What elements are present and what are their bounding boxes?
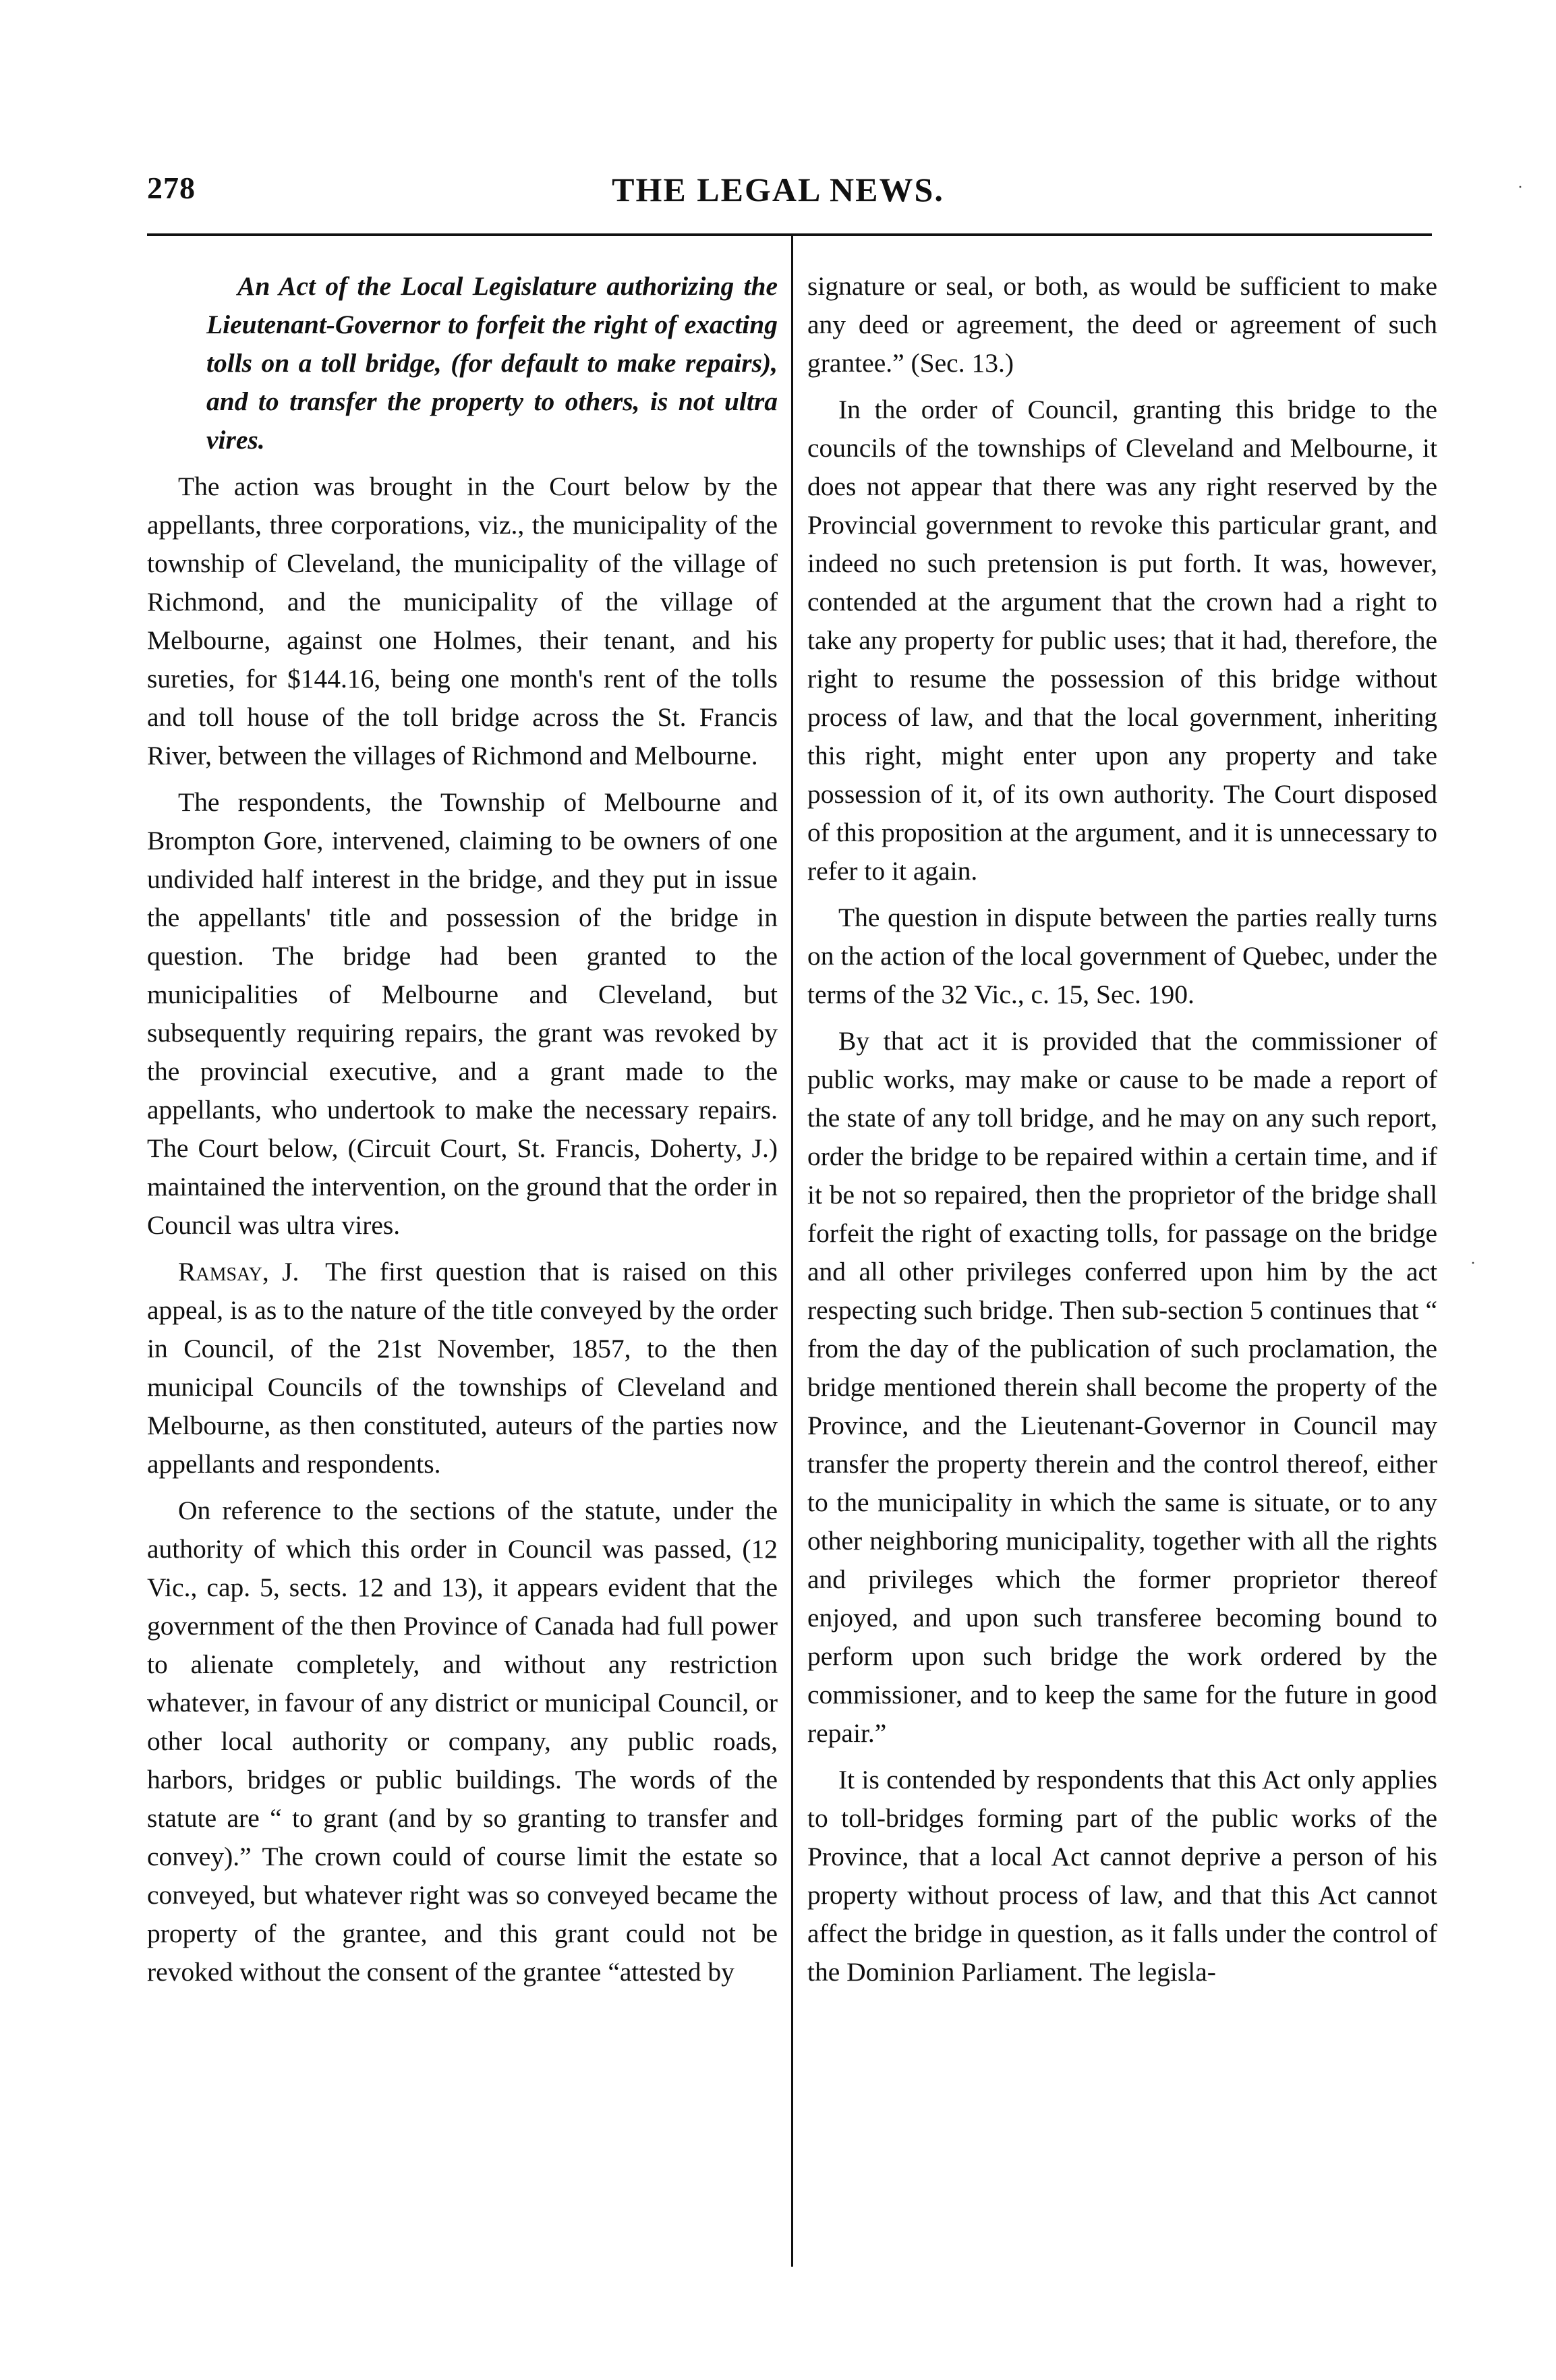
paragraph: It is contended by respondents that this Act only applies to toll-bridges forming part of the public works of the Province, that a local Act cannot deprive a person of his property without process of law, and that this Act cannot affect the bridge in question, as it falls under the control of the Dominion Parliament. The legisla- [807,1765,1437,1987]
judge-paragraph [147,1253,778,1483]
column-rule [791,236,793,2267]
paragraph: On reference to the sections of the statute, under the authority of which this order in Council was passed, (12 Vic., cap. 5, sects. 12 and 13), it appears evident that the government of the then Province of Canada had full power to alienate completely, and without any restriction whatever, in favour of any district or municipal Council, or other local authority or company, any public roads, harbors, bridges or public buildings. The words of the statute are “ to grant (and by so granting to transfer and convey).” The crown could of course limit the estate so conveyed, but whatever right was so conveyed became the property of the grantee, and this grant could not be revoked without the consent of the grantee “attested by [147,1496,778,1987]
judge-name: Ramsay, J. [178,1257,299,1286]
page-number: 278 [147,171,196,205]
right-column [807,267,1437,2000]
left-column [147,267,778,2000]
paragraph: In the order of Council, granting this bridge to the councils of the townships of Cleveland and Melbourne, it does not appear that there was any right reserved by the Provincial government to revoke this particular grant, and indeed no such pretension is put forth. It was, however, contended at the argument that the crown had a right to take any property for public uses; that it had, therefore, the right to resume the possession of this bridge without process of law, and that the local government, inheriting this right, might enter upon any property and take possession of it, of its own authority. The Court disposed of this proposition at the argument, and it is unnecessary to refer to it again. [807,395,1437,886]
header-rule [147,233,1432,236]
paragraph: The question in dispute between the parties really turns on the action of the local government of Quebec, under the terms of the 32 Vic., c. 15, Sec. 190. [807,903,1437,1009]
scan-speck: · [1470,1255,1476,1272]
running-title: THE LEGAL NEWS. [612,171,944,208]
scan-speck: · [1518,179,1523,196]
paragraph: By that act it is provided that the commissioner of public works, may make or cause to be made a report of the state of any toll bridge, and he may on any such report, order the bridge to be repaired within a certain time, and if it be not so repaired, then the proprietor of the bridge shall forfeit the right of exacting tolls, for passage on the bridge and all other privileges conferred upon him by the act respecting such bridge. Then sub-section 5 continues that “ from the day of the publication of such proclamation, the bridge mentioned therein shall become the property of the Province, and the Lieutenant-Governor in Council may transfer the property therein and the control thereof, either to the municipality in which the same is situate, or to any other neighboring municipality, together with all the rights and privileges which the former proprietor thereof enjoyed, and upon such transferee becoming bound to perform upon such bridge the work ordered by the commissioner, and to keep the same for the future in good repair.” [807,1026,1437,1748]
headnote: An Act of the Local Legislature authorizing the Lieutenant-Governor to forfeit the right of exacting tolls on a toll bridge, (for default to make repairs), and to transfer the property to others, is not ultra vires. [206,271,778,455]
paragraph: The respondents, the Township of Melbourne and Brompton Gore, intervened, claiming to be owners of one undivided half interest in the bridge, and they put in issue the appellants' title and possession of the bridge in question. The bridge had been granted to the municipalities of Melbourne and Cleveland, but subsequently requiring repairs, the grant was revoked by the provincial executive, and a grant made to the appellants, who undertook to make the necessary repairs. The Court below, (Circuit Court, St. Francis, Doherty, J.) maintained the intervention, on the ground that the order in Council was ultra vires. [147,787,778,1240]
paragraph: The action was brought in the Court below by the appellants, three corporations, viz., the municipality of the township of Cleveland, the municipality of the village of Richmond, and the municipality of the village of Melbourne, against one Holmes, their tenant, and his sureties, for $144.16, being one month's rent of the tolls and toll house of the toll bridge across the St. Francis River, between the villages of Richmond and Melbourne. [147,472,778,770]
judge-paragraph-text: The first question that is raised on this appeal, is as to the nature of the title conveyed by the order in Council, of the 21st November, 1857, to the then municipal Councils of the townships of Cleveland and Melbourne, as then constituted, auteurs of the parties now appellants and respondents. [147,1257,778,1479]
continued-paragraph: signature or seal, or both, as would be sufficient to make any deed or agreement, the deed or agreement of such grantee.” (Sec. 13.) [807,271,1437,378]
